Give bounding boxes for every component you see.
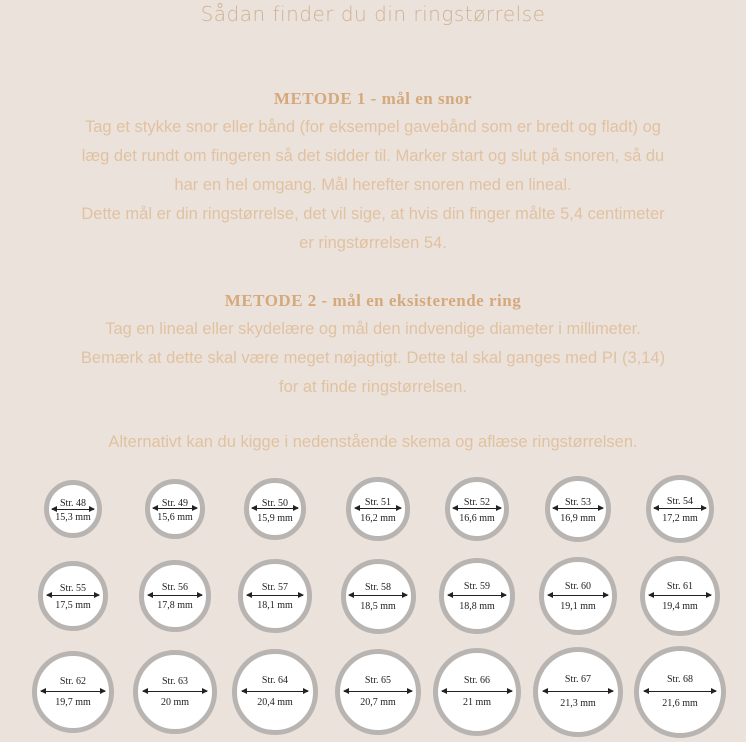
ring-size-label: Str. 61 — [666, 580, 694, 592]
ring-size-label: Str. 64 — [261, 675, 289, 687]
alternative-section — [20, 428, 726, 457]
ring-diameter-label: 21,6 mm — [662, 697, 698, 709]
diameter-arrow-icon — [543, 691, 614, 692]
ring-size-label: Str. 51 — [364, 497, 392, 509]
diameter-arrow-icon — [247, 595, 303, 596]
ring-size-circle — [44, 480, 102, 538]
ring-size-circle — [545, 476, 612, 543]
ring-size-label: Str. 55 — [59, 582, 87, 594]
method-2-section — [20, 286, 726, 402]
ring-size-label: Str. 58 — [364, 581, 392, 593]
method-2-line: Bemærk at dette skal være meget nøjagtigt. Dette tal skal ganges med PI (3,14) — [80, 349, 666, 367]
ring-diameter-label: 15,9 mm — [257, 512, 293, 524]
ring-diameter-label: 19,1 mm — [560, 600, 596, 612]
ring-size-circle — [244, 478, 305, 539]
alternative-text: Alternativt kan du kigge i nedenstående skema og aflæse ringstørrelsen. — [108, 433, 638, 451]
ring-diameter-label: 16,2 mm — [360, 512, 396, 524]
ring-diameter-label: 20,7 mm — [360, 697, 396, 709]
ring-size-label: Str. 56 — [161, 582, 189, 594]
diameter-arrow-icon — [153, 508, 197, 509]
diameter-arrow-icon — [52, 509, 94, 510]
ring-diameter-label: 18,1 mm — [257, 600, 293, 612]
ring-size-circle — [335, 649, 422, 736]
ring-diameter-label: 16,9 mm — [560, 512, 596, 524]
ring-size-circle — [634, 646, 726, 738]
ring-size-label: Str. 50 — [261, 497, 289, 509]
diameter-arrow-icon — [148, 595, 202, 596]
diameter-arrow-icon — [448, 595, 507, 596]
diameter-arrow-icon — [453, 508, 501, 509]
ring-size-label: Str. 60 — [564, 580, 592, 592]
method-1-section — [20, 84, 726, 258]
ring-diameter-label: 15,3 mm — [55, 512, 91, 524]
page-title: Sådan finder du din ringstørrelse — [200, 2, 546, 26]
ring-size-label: Str. 66 — [463, 674, 491, 686]
ring-diameter-label: 20,4 mm — [257, 697, 293, 709]
ring-size-label: Str. 52 — [463, 496, 491, 508]
ring-diameter-label: 15,6 mm — [157, 512, 193, 524]
diameter-arrow-icon — [41, 691, 104, 692]
ring-diameter-label: 19,7 mm — [55, 697, 91, 709]
diameter-arrow-icon — [649, 595, 711, 596]
ring-diameter-label: 20 mm — [160, 697, 190, 709]
method-2-heading: METODE 2 - mål en eksisterende ring — [224, 291, 522, 310]
ring-size-label: Str. 53 — [564, 496, 592, 508]
diameter-arrow-icon — [654, 508, 705, 509]
ring-size-circle — [341, 559, 416, 634]
ring-size-circle — [145, 479, 205, 539]
ring-diameter-label: 17,5 mm — [55, 600, 91, 612]
ring-size-circle — [139, 560, 211, 632]
ring-size-circle — [533, 647, 623, 737]
diameter-arrow-icon — [553, 508, 603, 509]
ring-size-label: Str. 68 — [666, 673, 694, 685]
ring-size-label: Str. 65 — [364, 675, 392, 687]
ring-size-circle — [38, 561, 108, 631]
diameter-arrow-icon — [644, 691, 716, 692]
method-2-line: for at finde ringstørrelsen. — [279, 378, 467, 396]
ring-diameter-label: 16,6 mm — [459, 512, 495, 524]
method-1-heading: METODE 1 - mål en snor — [273, 89, 473, 108]
method-1-line: læg det rundt om fingeren så det sidder til. Marker start og slut på snoren, så du — [81, 147, 665, 165]
diameter-arrow-icon — [548, 595, 608, 596]
ring-size-label: Str. 49 — [161, 498, 189, 510]
ring-diameter-label: 18,5 mm — [360, 600, 396, 612]
diameter-arrow-icon — [355, 508, 402, 509]
method-1-line: er ringstørrelsen 54. — [299, 234, 447, 252]
diameter-arrow-icon — [252, 508, 297, 509]
ring-diameter-label: 21,3 mm — [560, 697, 596, 709]
ring-diameter-label: 17,8 mm — [157, 600, 193, 612]
diameter-arrow-icon — [242, 691, 308, 692]
ring-size-label: Str. 57 — [261, 582, 289, 594]
diameter-arrow-icon — [349, 595, 406, 596]
diameter-arrow-icon — [47, 595, 100, 596]
ring-size-label: Str. 48 — [59, 498, 87, 510]
diameter-arrow-icon — [143, 691, 208, 692]
diameter-arrow-icon — [344, 691, 412, 692]
method-1-line: har en hel omgang. Mål herefter snoren med en lineal. — [174, 176, 572, 194]
ring-diameter-label: 18,8 mm — [459, 600, 495, 612]
ring-diameter-label: 19,4 mm — [662, 600, 698, 612]
ring-size-circle — [539, 557, 617, 635]
ring-size-circle — [133, 650, 217, 734]
ring-size-circle — [232, 649, 317, 734]
diameter-arrow-icon — [442, 691, 511, 692]
ring-size-circle — [439, 558, 516, 635]
ring-diameter-label: 17,2 mm — [662, 513, 698, 525]
ring-size-label: Str. 59 — [463, 581, 491, 593]
ring-size-circle — [433, 648, 522, 737]
method-2-line: Tag en lineal eller skydelære og mål den indvendige diameter i millimeter. — [105, 320, 641, 338]
method-1-line: Dette mål er din ringstørrelse, det vil sige, at hvis din finger målte 5,4 centimeter — [81, 205, 665, 223]
ring-size-label: Str. 54 — [666, 496, 694, 508]
ring-size-label: Str. 67 — [564, 674, 592, 686]
ring-size-circle — [238, 559, 311, 632]
ring-size-circle — [32, 651, 114, 733]
ring-size-label: Str. 63 — [161, 675, 189, 687]
ring-size-circle — [640, 556, 720, 636]
ring-size-circle — [445, 477, 510, 542]
ring-size-circle — [646, 475, 714, 543]
method-1-line: Tag et stykke snor eller bånd (for eksempel gavebånd som er bredt og fladt) og — [85, 118, 661, 136]
ring-size-circle — [346, 477, 409, 540]
ring-size-label: Str. 62 — [59, 676, 87, 688]
ring-diameter-label: 21 mm — [462, 697, 492, 709]
